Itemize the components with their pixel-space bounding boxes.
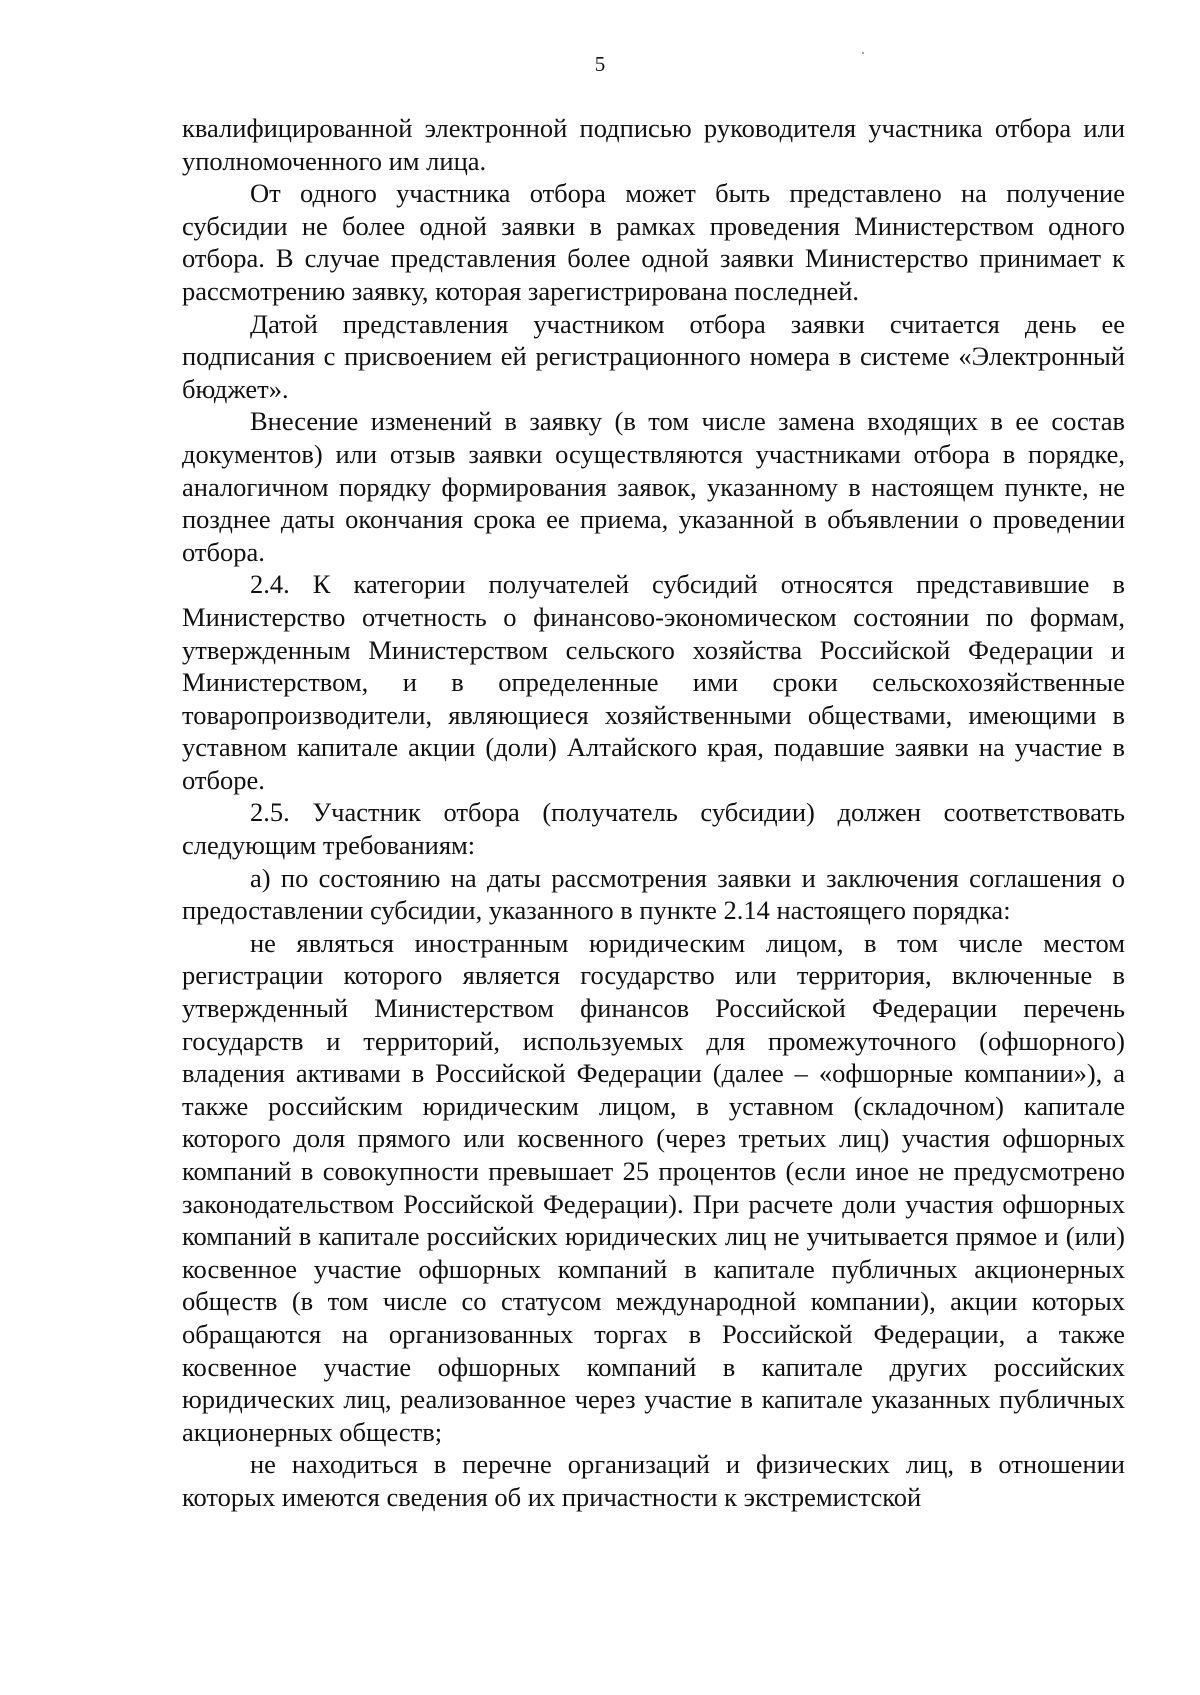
paragraph: квалифицированной электронной подписью руководителя участника отбора или уполномоченного им лица. [182,113,1125,176]
paragraph: Датой представления участником отбора заявки считается день ее подписания с присвоением ей регистрационного номера в системе «Электронный бюджет». [182,308,1125,404]
paragraph: Внесение изменений в заявку (в том числе замена входящих в ее состав документов) или отзыв заявки осуществляются участниками отбора в порядке, аналогичном порядку формирования заявок, указанному в настоящем пункте, не позднее даты окончания срока ее приема, указанной в объявлении о проведении отбора. [182,406,1125,567]
scan-artifact [862,52,864,54]
paragraph: 2.5. Участник отбора (получатель субсидии) должен соответствовать следующим требованиям: [182,797,1125,861]
paragraph: От одного участника отбора может быть представлено на получение субсидии не более одной заявки в рамках проведения Министерством одного отбора. В случае представления более одной заявки Министерство принимает к рассмотрению заявку, которая зарегистрирована последней. [182,178,1125,306]
page-number: 5 [594,52,606,76]
document-body [182,112,1125,1514]
paragraph: а) по состоянию на даты рассмотрения заявки и заключения соглашения о предоставлении субсидии, указанного в пункте 2.14 настоящего порядка: [182,862,1125,926]
paragraph: не находиться в перечне организаций и физических лиц, в отношении которых имеются сведения об их причастности к экстремистской [182,1449,1125,1512]
paragraph: 2.4. К категории получателей субсидий относятся представившие в Министерство отчетность о финансово-экономическом состоянии по формам, утвержденным Министерством сельского хозяйства Российской Федерации и Министерством, и в определенные ими сроки сельскохозяйственные товаропроизводители, являющиеся хозяйственными обществами, имеющими в уставном капитале акции (доли) Алтайского края, подавшие заявки на участие в отборе. [182,569,1125,795]
paragraph: не являться иностранным юридическим лицом, в том числе местом регистрации которого является государство или территория, включенные в утвержденный Министерством финансов Российской Федерации перечень государств и территорий, используемых для промежуточного (офшорного) владения активами в Российской Федерации (далее – «офшорные компании»), а также российским юридическим лицом, в уставном (складочном) капитале которого доля прямого или косвенного (через третьих лиц) участия офшорных компаний в совокупности превышает 25 процентов (если иное не предусмотрено законодательством Российской Федерации). При расчете доли участия офшорных компаний в капитале российских юридических лиц не учитывается прямое и (или) косвенное участие офшорных компаний в капитале публичных акционерных обществ (в том числе со статусом международной компании), акции которых обращаются на организованных торгах в Российской Федерации, а также косвенное участие офшорных компаний в капитале других российских юридических лиц, реализованное через участие в капитале указанных публичных акционерных обществ; [182,927,1125,1447]
